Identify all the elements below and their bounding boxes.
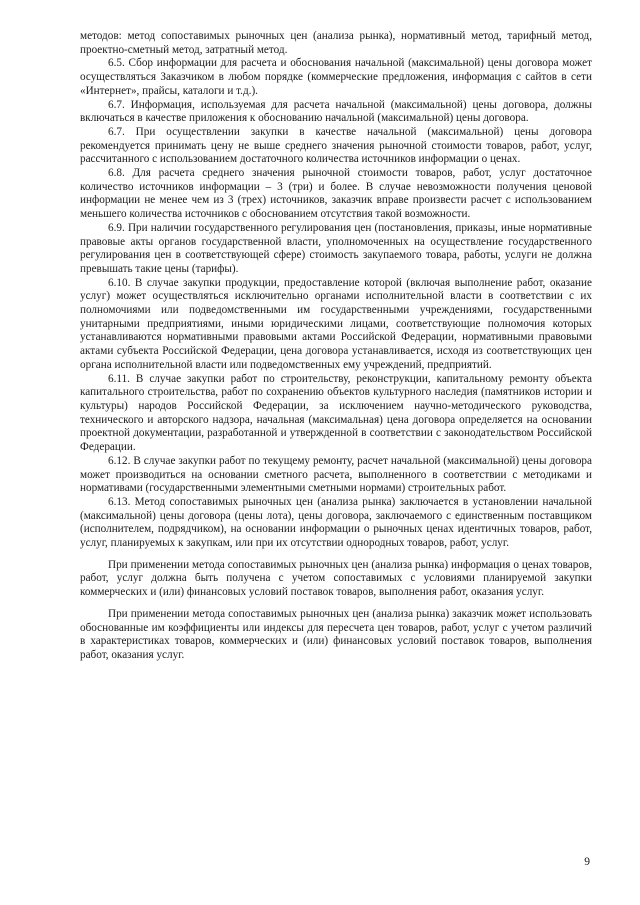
paragraph-6-8: 6.8. Для расчета среднего значения рыночной стоимости товаров, работ, услуг достаточное количество источников информации – 3 (три) и более. В случае невозможности получения ценовой информации не менее чем из 3 (трех) источников, заказчик вправе произвести расчет с использованием меньшего количества источников с обоснованием отсутствия такой возможности. xyxy=(80,167,592,221)
paragraph-6-13: 6.13. Метод сопоставимых рыночных цен (анализа рынка) заключается в установлении начальной (максимальной) цены договора (цены лота), цены договора, заключаемого с единственным поставщиком (исполнителем, подрядчиком), на основании информации о рыночных ценах идентичных товаров, работ, услуг, планируемых к закупкам, или при их отсутствии однородных товаров, работ, услуг. xyxy=(80,495,592,550)
paragraph-market-method-coefficients: При применении метода сопоставимых рыночных цен (анализа рынка) заказчик может использовать обоснованные им коэффициенты или индексы для пересчета цен товаров, работ, услуг с учетом различий в характеристиках товаров, коммерческих и (или) финансовых условий поставок товаров, выполнения работ, оказания услуг. xyxy=(80,607,592,661)
page-number: 9 xyxy=(584,856,590,868)
paragraph-6-5: 6.5. Сбор информации для расчета и обоснования начальной (максимальной) цены договора может осуществляться Заказчиком в любом порядке (коммерческие предложения, информация с сайтов в сети «Интернет», прайсы, каталоги и т.д.). xyxy=(80,57,592,97)
paragraph-6-7-procurement: 6.7. При осуществлении закупки в качестве начальной (максимальной) цены договора рекомендуется принимать цену не выше среднего значения рыночной стоимости товаров, работ, услуг, рассчитанного с использованием достаточного количества источников информации о ценах. xyxy=(80,125,592,166)
paragraph-6-10: 6.10. В случае закупки продукции, предоставление которой (включая выполнение работ, оказание услуг) может осуществляться исключительно органами исполнительной власти в соответствии с их полномочиями или подведомственными им государственными учреждениями, государственными унитарными предприятиями, иными юридическими лицами, соответствующие полномочия которых устанавливаются нормативными правовыми актами Российской Федерации, нормативными правовыми актами субъекта Российской Федерации, цена договора устанавливается, исходя из соответствующих цен органа исполнительной власти или подведомственных ему учреждений, предприятий. xyxy=(80,276,592,371)
paragraph-6-7-information: 6.7. Информация, используемая для расчета начальной (максимальной) цены договора, должны включаться в качестве приложения к обоснованию начальной (максимальной) цены договора. xyxy=(80,98,592,125)
document-page xyxy=(80,30,592,663)
paragraph-market-method-conditions: При применении метода сопоставимых рыночных цен (анализа рынка) информация о ценах товаров, работ, услуг должна быть получена с учетом сопоставимых с условиями планируемой закупки коммерческих и (или) финансовых условий поставок товаров, выполнения работ, оказания услуг. xyxy=(80,558,592,599)
paragraph-6-11: 6.11. В случае закупки работ по строительству, реконструкции, капитальному ремонту объекта капитального строительства, работ по сохранению объектов культурного наследия (памятников истории и культуры) народов Российской Федерации, за исключением научно-методического руководства, технического и авторского надзора, начальная (максимальная) цена договора определяется на основании проектной документации, разработанной и утвержденной в соответствии с законодательством Российской Федерации. xyxy=(80,372,592,454)
paragraph-methods-continuation: методов: метод сопоставимых рыночных цен (анализа рынка), нормативный метод, тарифный метод, проектно-сметный метод, затратный метод. xyxy=(80,30,592,56)
paragraph-6-12: 6.12. В случае закупки работ по текущему ремонту, расчет начальной (максимальной) цены договора может производиться на основании сметного расчета, выполненного в соответствии с методиками и нормативами (государственными элементными сметными нормами) строительных работ. xyxy=(80,454,592,495)
paragraph-6-9: 6.9. При наличии государственного регулирования цен (постановления, приказы, иные нормативные правовые акты органов государственной власти, уполномоченных на осуществление государственного регулирования цен в соответствующей сфере) стоимость закупаемого товара, работы, услуги не должна превышать такие цены (тарифы). xyxy=(80,221,592,275)
